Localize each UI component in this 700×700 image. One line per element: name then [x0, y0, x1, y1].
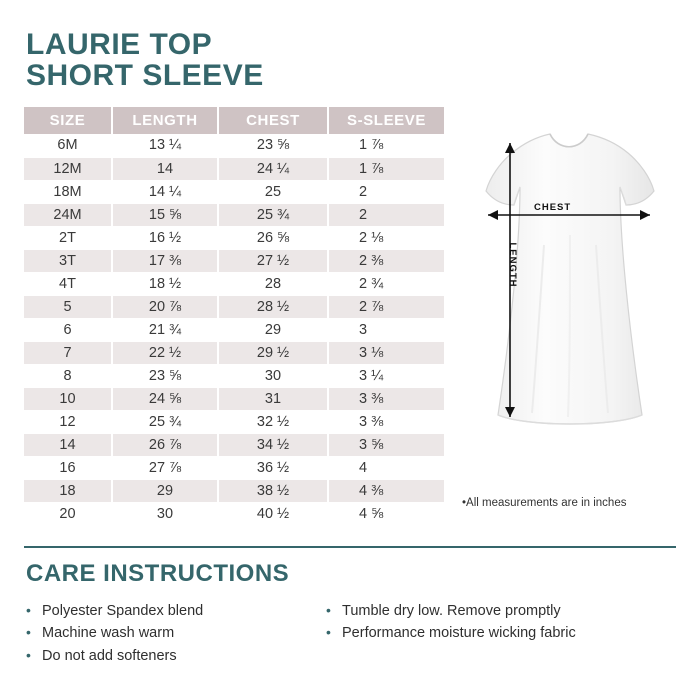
- shirt-figure: [454, 125, 684, 485]
- cell-chest: 32 ½: [218, 410, 328, 433]
- length-label: LENGTH: [507, 242, 518, 288]
- cell-size: 18: [24, 479, 112, 502]
- table-row: [24, 318, 444, 341]
- cell-length: 22 ½: [112, 341, 218, 364]
- cell-size: 6M: [24, 134, 112, 157]
- chest-label: CHEST: [534, 202, 572, 214]
- bullet-icon: •: [26, 602, 31, 618]
- cell-length: 13 ¼: [112, 134, 218, 157]
- care-item-label: Tumble dry low. Remove promptly: [342, 603, 561, 619]
- cell-length: 26 ⅞: [112, 433, 218, 456]
- cell-length: 27 ⅞: [112, 456, 218, 479]
- cell-size: 12M: [24, 157, 112, 180]
- measurement-note: •All measurements are in inches: [462, 497, 627, 510]
- table-row: [24, 341, 444, 364]
- cell-s-sleeve: 1 ⅞: [328, 134, 444, 157]
- bullet-icon: •: [26, 624, 31, 641]
- table-row: [24, 364, 444, 387]
- bullet-icon: •: [326, 602, 331, 618]
- cell-chest: 40 ½: [218, 502, 328, 525]
- cell-s-sleeve: 2 ⅜: [328, 249, 444, 272]
- cell-length: 23 ⅝: [112, 364, 218, 387]
- cell-size: 24M: [24, 203, 112, 226]
- care-item-label: Machine wash warm: [42, 625, 175, 642]
- bullet-icon: •: [326, 624, 331, 641]
- section-divider: [24, 546, 676, 548]
- care-item: [326, 622, 656, 644]
- cell-length: 24 ⅝: [112, 387, 218, 410]
- cell-s-sleeve: 4 ⅝: [328, 502, 444, 525]
- cell-size: 2T: [24, 226, 112, 249]
- page-title: [26, 30, 676, 91]
- cell-size: 5: [24, 295, 112, 318]
- cell-chest: 30: [218, 364, 328, 387]
- column-header-chest: CHEST: [218, 107, 328, 134]
- table-row: [24, 295, 444, 318]
- page-title-line-2: SHORT SLEEVE: [26, 58, 264, 92]
- table-row: [24, 502, 444, 525]
- cell-s-sleeve: 2 ⅛: [328, 226, 444, 249]
- cell-chest: 24 ¼: [218, 157, 328, 180]
- cell-chest: 29 ½: [218, 341, 328, 364]
- cell-length: 20 ⅞: [112, 295, 218, 318]
- garment-diagram-container: [454, 107, 684, 509]
- table-row: [24, 410, 444, 433]
- care-item: [26, 645, 326, 667]
- table-row: [24, 180, 444, 203]
- table-row: [24, 272, 444, 295]
- cell-chest: 38 ½: [218, 479, 328, 502]
- cell-s-sleeve: 3 ⅜: [328, 387, 444, 410]
- care-column-right: [326, 600, 656, 667]
- care-item-label: Polyester Spandex blend: [42, 603, 204, 619]
- table-header-row: [24, 107, 444, 134]
- cell-s-sleeve: 3: [328, 318, 444, 341]
- care-column-left: [26, 600, 326, 667]
- size-table-head: [24, 107, 444, 134]
- cell-chest: 26 ⅝: [218, 226, 328, 249]
- page-title-line-1: LAURIE TOP: [26, 28, 213, 61]
- cell-chest: 23 ⅝: [218, 134, 328, 157]
- cell-chest: 29: [218, 318, 328, 341]
- table-row: [24, 433, 444, 456]
- table-row: [24, 249, 444, 272]
- care-item: [26, 622, 326, 644]
- cell-size: 8: [24, 364, 112, 387]
- size-table-container: [24, 107, 444, 526]
- care-item-label: Do not add softeners: [42, 647, 177, 664]
- care-item: [26, 600, 326, 622]
- table-row: [24, 157, 444, 180]
- column-header-s-sleeve: S-SLEEVE: [328, 107, 444, 134]
- care-instructions-section: [26, 560, 676, 667]
- cell-length: 14: [112, 157, 218, 180]
- care-instructions-columns: [26, 600, 676, 667]
- cell-length: 30: [112, 502, 218, 525]
- cell-size: 4T: [24, 272, 112, 295]
- cell-length: 18 ½: [112, 272, 218, 295]
- cell-s-sleeve: 4: [328, 456, 444, 479]
- cell-length: 17 ⅜: [112, 249, 218, 272]
- table-row: [24, 134, 444, 157]
- size-table: [24, 107, 444, 526]
- cell-length: 29: [112, 479, 218, 502]
- cell-size: 18M: [24, 180, 112, 203]
- cell-length: 25 ¾: [112, 410, 218, 433]
- cell-s-sleeve: 2 ⅞: [328, 295, 444, 318]
- table-row: [24, 203, 444, 226]
- cell-length: 21 ¾: [112, 318, 218, 341]
- care-item: [326, 600, 656, 622]
- cell-length: 14 ¼: [112, 180, 218, 203]
- table-row: [24, 479, 444, 502]
- cell-chest: 27 ½: [218, 249, 328, 272]
- care-item-label: Performance moisture wicking fabric: [342, 625, 576, 642]
- size-table-body: [24, 134, 444, 525]
- column-header-length: LENGTH: [112, 107, 218, 134]
- shirt-illustration-icon: [454, 125, 684, 485]
- bullet-icon: •: [26, 646, 31, 663]
- cell-chest: 36 ½: [218, 456, 328, 479]
- cell-chest: 28 ½: [218, 295, 328, 318]
- cell-size: 7: [24, 341, 112, 364]
- cell-chest: 25: [218, 180, 328, 203]
- cell-s-sleeve: 3 ⅜: [328, 410, 444, 433]
- table-row: [24, 226, 444, 249]
- cell-s-sleeve: 3 ¼: [328, 364, 444, 387]
- main-content: [24, 107, 676, 526]
- table-row: [24, 387, 444, 410]
- cell-s-sleeve: 3 ⅛: [328, 341, 444, 364]
- cell-size: 20: [24, 502, 112, 525]
- cell-chest: 25 ¾: [218, 203, 328, 226]
- cell-size: 6: [24, 318, 112, 341]
- cell-s-sleeve: 2: [328, 203, 444, 226]
- cell-size: 14: [24, 433, 112, 456]
- cell-s-sleeve: 2 ¾: [328, 272, 444, 295]
- cell-s-sleeve: 1 ⅞: [328, 157, 444, 180]
- cell-size: 12: [24, 410, 112, 433]
- cell-chest: 28: [218, 272, 328, 295]
- cell-chest: 34 ½: [218, 433, 328, 456]
- cell-s-sleeve: 2: [328, 180, 444, 203]
- cell-size: 10: [24, 387, 112, 410]
- care-instructions-title: CARE INSTRUCTIONS: [26, 560, 290, 587]
- table-row: [24, 456, 444, 479]
- cell-length: 15 ⅝: [112, 203, 218, 226]
- cell-size: 3T: [24, 249, 112, 272]
- column-header-size: SIZE: [24, 107, 112, 134]
- cell-length: 16 ½: [112, 226, 218, 249]
- cell-chest: 31: [218, 387, 328, 410]
- cell-size: 16: [24, 456, 112, 479]
- cell-s-sleeve: 3 ⅝: [328, 433, 444, 456]
- cell-s-sleeve: 4 ⅜: [328, 479, 444, 502]
